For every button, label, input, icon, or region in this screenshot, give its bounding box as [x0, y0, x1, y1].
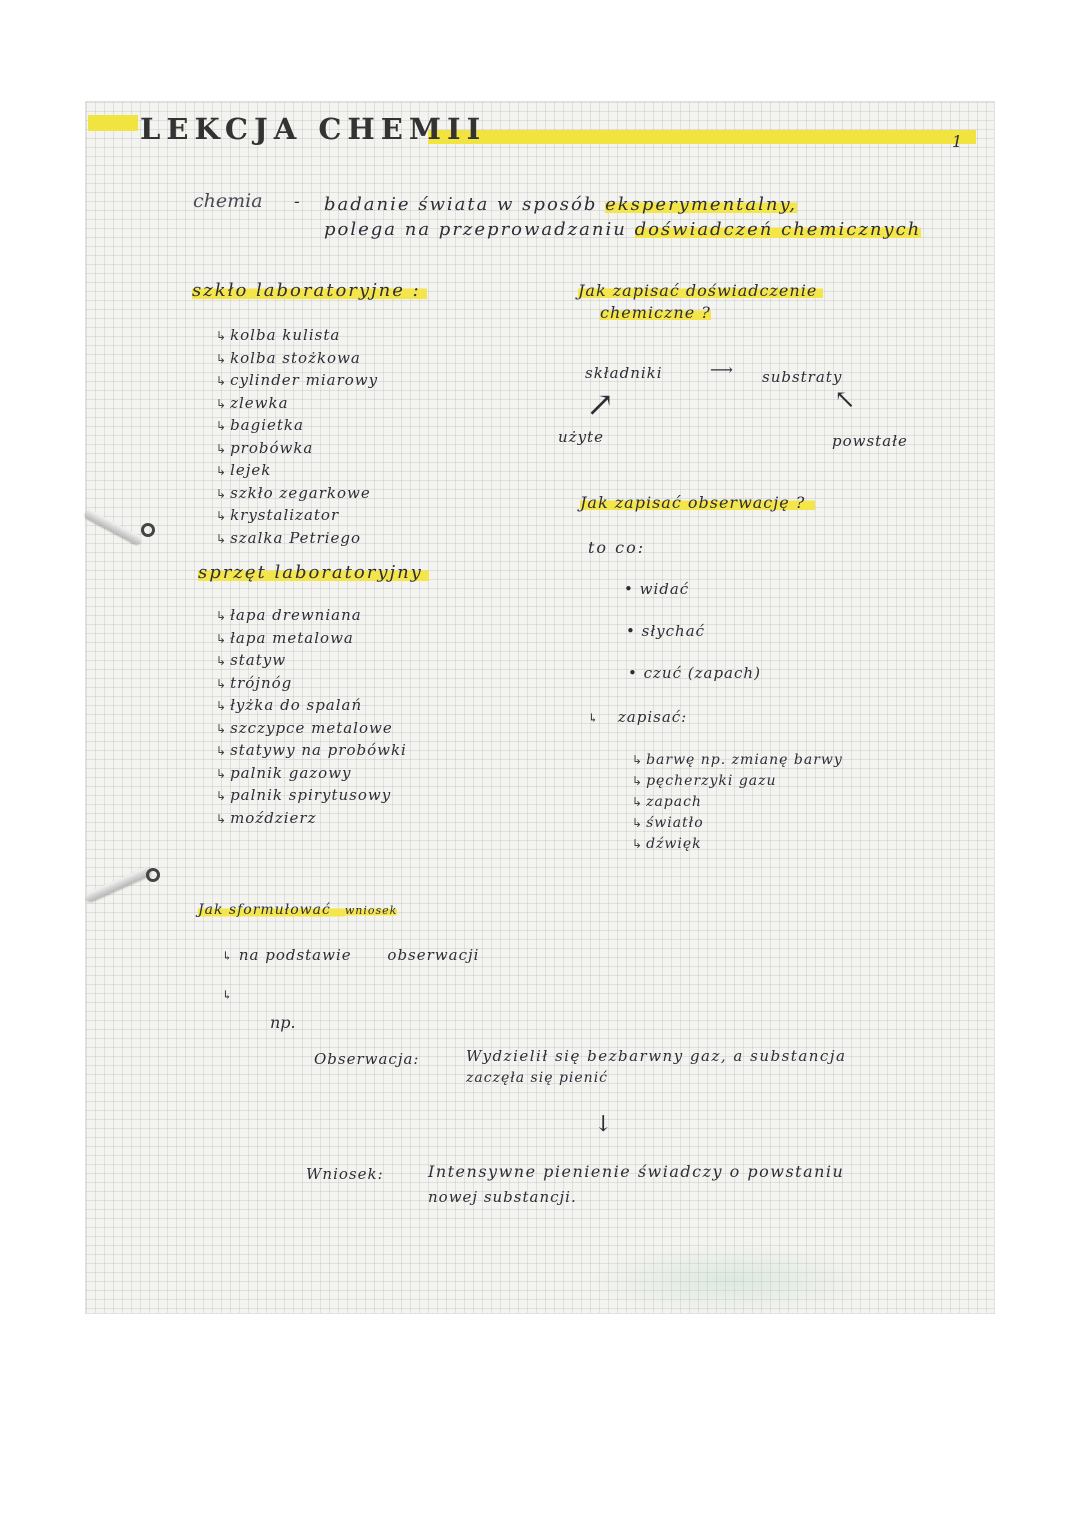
glassware-item: zlewka: [230, 393, 289, 412]
arrow-icon: ↳: [216, 486, 228, 501]
conclusion-bullet-1-word: obserwacji: [387, 946, 480, 964]
observations-record-list: [632, 750, 843, 855]
arrow-icon: ↳: [216, 419, 228, 433]
record-item: dźwięk: [646, 836, 702, 852]
glassware-item: probówka: [230, 438, 314, 457]
equipment-list: [216, 605, 407, 830]
list-item: [216, 438, 378, 461]
list-item: [216, 415, 378, 438]
equipment-item: łyżka do spalań: [230, 696, 363, 714]
arrow-icon: ↳: [216, 789, 228, 803]
substrates-label: substraty: [762, 368, 843, 386]
record-item: barwę np. zmianę barwy: [646, 752, 843, 768]
arrow-icon: ↳: [216, 396, 228, 411]
water-stain: [590, 1245, 870, 1315]
conclusion-bullet-2: [222, 988, 232, 1003]
title-highlight-left: [88, 115, 138, 131]
glassware-item: krystalizator: [230, 506, 340, 524]
definition-line-1-text: badanie świata w sposób: [324, 194, 606, 215]
record-experiment-heading-line-1: Jak zapisać doświadczenie: [578, 281, 823, 300]
glassware-item: lejek: [230, 461, 272, 479]
arrow-icon: ↳: [222, 949, 234, 963]
arrow-icon: ↳: [216, 509, 228, 523]
equipment-item: statywy na probówki: [230, 741, 407, 759]
definition-line-1: [324, 194, 797, 215]
sense-item: [624, 580, 689, 598]
observations-heading: Jak zapisać obserwację ?: [580, 493, 815, 512]
list-item: [216, 628, 407, 651]
title-highlight-right: [428, 130, 976, 144]
list-item: [216, 483, 378, 506]
arrow-icon: ↳: [216, 744, 228, 758]
bullet-icon: •: [628, 664, 644, 682]
bullet-icon: •: [626, 622, 642, 640]
conclusion-heading-text: Jak sformułować: [198, 902, 345, 918]
definition-line-2: [324, 219, 921, 240]
glassware-item: cylinder miarowy: [230, 371, 379, 389]
record-experiment-heading: [578, 280, 823, 324]
list-item: [216, 718, 407, 741]
list-item: [632, 834, 843, 855]
arrow-icon: ↳: [216, 699, 228, 713]
list-item: [216, 505, 378, 528]
definition-dash: -: [294, 192, 300, 212]
arrow-icon: ↳: [216, 654, 228, 668]
arrow-icon: ↳: [216, 766, 228, 781]
arrow-up-right-icon: ↗: [586, 385, 615, 425]
conclusion-bullet-1: [222, 946, 479, 964]
definition-line-2-text: polega na przeprowadzaniu: [324, 219, 635, 240]
arrow-icon: ↳: [216, 351, 228, 366]
glassware-item: szkło zegarkowe: [230, 483, 371, 502]
arrow-icon: ↳: [216, 464, 228, 478]
list-item: [216, 673, 407, 696]
record-item: światło: [646, 815, 704, 831]
page-title: LEKCJA CHEMII: [140, 112, 487, 146]
list-item: [216, 785, 407, 808]
arrow-up-left-icon: ↖: [834, 385, 856, 415]
conclusion-heading: [198, 902, 397, 918]
arrow-icon: ↳: [632, 774, 644, 788]
observation-line-1: Wydzielił się bezbarwny gaz, a substancja: [466, 1047, 847, 1065]
equipment-item: łapa metalowa: [230, 628, 354, 647]
page-number: 1: [952, 132, 963, 151]
list-item: [216, 695, 407, 718]
equipment-item: statyw: [230, 651, 287, 669]
arrow-icon: ↳: [632, 795, 644, 809]
arrow-icon: ↳: [632, 837, 644, 851]
list-item: [632, 813, 843, 834]
sense-item: [628, 664, 761, 682]
observation-label: Obserwacja:: [314, 1050, 420, 1068]
conclusion-line-2: nowej substancji.: [428, 1188, 577, 1206]
equipment-heading: sprzęt laboratoryjny: [198, 562, 429, 583]
glassware-list: [216, 325, 378, 550]
observations-record: [588, 708, 687, 726]
list-item: [216, 348, 378, 371]
list-item: [216, 528, 378, 551]
arrow-icon: ↳: [216, 609, 228, 623]
sense-item: [626, 622, 705, 640]
binder-ring-top-hole: [141, 523, 155, 537]
record-label: zapisać:: [617, 708, 688, 726]
list-item: [216, 393, 378, 416]
definition-term: chemia: [193, 190, 263, 212]
glassware-item: kolba stożkowa: [230, 348, 361, 367]
list-item: [216, 740, 407, 763]
observation-line-2: zaczęła się pienić: [466, 1070, 609, 1086]
list-item: [632, 792, 843, 813]
down-arrow-icon: ↓: [594, 1112, 613, 1137]
formed-label: powstałe: [832, 432, 908, 450]
arrow-icon: ↳: [632, 753, 644, 767]
glassware-heading: szkło laboratoryjne :: [192, 280, 427, 301]
ingredients-label: składniki: [585, 364, 663, 382]
arrow-icon: ↳: [588, 711, 604, 725]
arrow-icon: ↳: [216, 374, 228, 388]
sense-text: widać: [639, 580, 690, 598]
arrow-icon: ↳: [216, 721, 228, 736]
arrow-icon: ↳: [216, 329, 228, 343]
equipment-item: palnik gazowy: [230, 763, 352, 782]
glassware-item: kolba kulista: [230, 326, 341, 344]
glassware-item: szalka Petriego: [230, 528, 362, 547]
equipment-item: trójnóg: [230, 673, 293, 692]
equipment-item: łapa drewniana: [230, 606, 362, 624]
arrow-icon: ↳: [216, 811, 228, 826]
record-experiment-heading-line-2: chemiczne ?: [600, 303, 711, 322]
list-item: [632, 750, 843, 771]
list-item: [216, 460, 378, 483]
bullet-icon: •: [624, 580, 640, 598]
list-item: [216, 763, 407, 786]
arrow-right-icon: ⟶: [710, 360, 733, 379]
example-label: np.: [270, 1013, 296, 1032]
conclusion-label: Wniosek:: [306, 1165, 384, 1183]
arrow-icon: ↳: [222, 988, 233, 1002]
equipment-item: palnik spirytusowy: [230, 786, 392, 804]
list-item: [216, 325, 378, 348]
conclusion-bullet-1-text: na podstawie: [238, 946, 352, 964]
definition-line-2-highlight: doświadczeń chemicznych: [634, 219, 922, 240]
equipment-item: moździerz: [230, 808, 317, 827]
definition-line-1-highlight: eksperymentalny,: [605, 194, 797, 215]
used-label: użyte: [558, 428, 604, 446]
list-item: [632, 771, 843, 792]
list-item: [216, 808, 407, 831]
binder-ring-bottom-hole: [146, 868, 160, 882]
list-item: [216, 605, 407, 628]
glassware-item: bagietka: [230, 416, 304, 434]
list-item: [216, 370, 378, 393]
arrow-icon: ↳: [216, 441, 228, 456]
conclusion-line-1: Intensywne pienienie świadczy o powstaniu: [428, 1162, 845, 1181]
sense-text: słychać: [641, 622, 706, 640]
equipment-item: szczypce metalowe: [230, 718, 393, 737]
record-item: pęcherzyki gazu: [646, 773, 777, 789]
arrow-icon: ↳: [216, 631, 228, 646]
sense-text: czuć (zapach): [643, 664, 761, 682]
arrow-icon: ↳: [632, 816, 644, 830]
arrow-icon: ↳: [216, 531, 228, 546]
observations-what: to co:: [588, 538, 646, 557]
conclusion-heading-word: wniosek: [344, 904, 398, 917]
record-item: zapach: [646, 794, 702, 810]
list-item: [216, 650, 407, 673]
arrow-icon: ↳: [216, 676, 228, 691]
